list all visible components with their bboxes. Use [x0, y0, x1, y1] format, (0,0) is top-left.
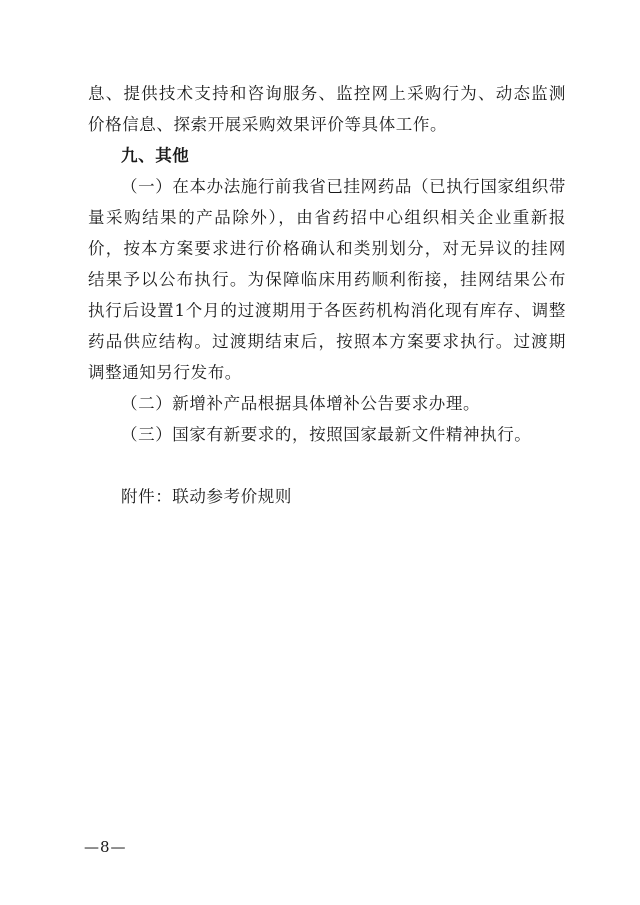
- paragraph-3: （三）国家有新要求的，按照国家最新文件精神执行。: [121, 425, 532, 444]
- section-heading: 九、其他: [121, 146, 190, 165]
- paragraph-2: （二）新增补产品根据具体增补公告要求办理。: [121, 394, 481, 413]
- paragraph-1: （一）在本办法施行前我省已挂网药品（已执行国家组织带量采购结果的产品除外），由省药招中心组织相关企业重新报价，按本方案要求进行价格确认和类别划分，对无异议的挂网结果予以公布执行。为保障临床用药顺利衔接，挂网结果公布执行后设置1个月的过渡期用于各医药机构消化现有库存、调整药品供应结构。过渡期结束后，按照本方案要求执行。过渡期调整通知另行发布。: [88, 177, 566, 382]
- attachment-line: 附件：联动参考价规则: [121, 487, 292, 506]
- page-number: —8—: [84, 838, 127, 856]
- continuation-paragraph: 息、提供技术支持和咨询服务、监控网上采购行为、动态监测价格信息、探索开展采购效果评价等具体工作。: [88, 84, 566, 134]
- document-body: [88, 78, 566, 512]
